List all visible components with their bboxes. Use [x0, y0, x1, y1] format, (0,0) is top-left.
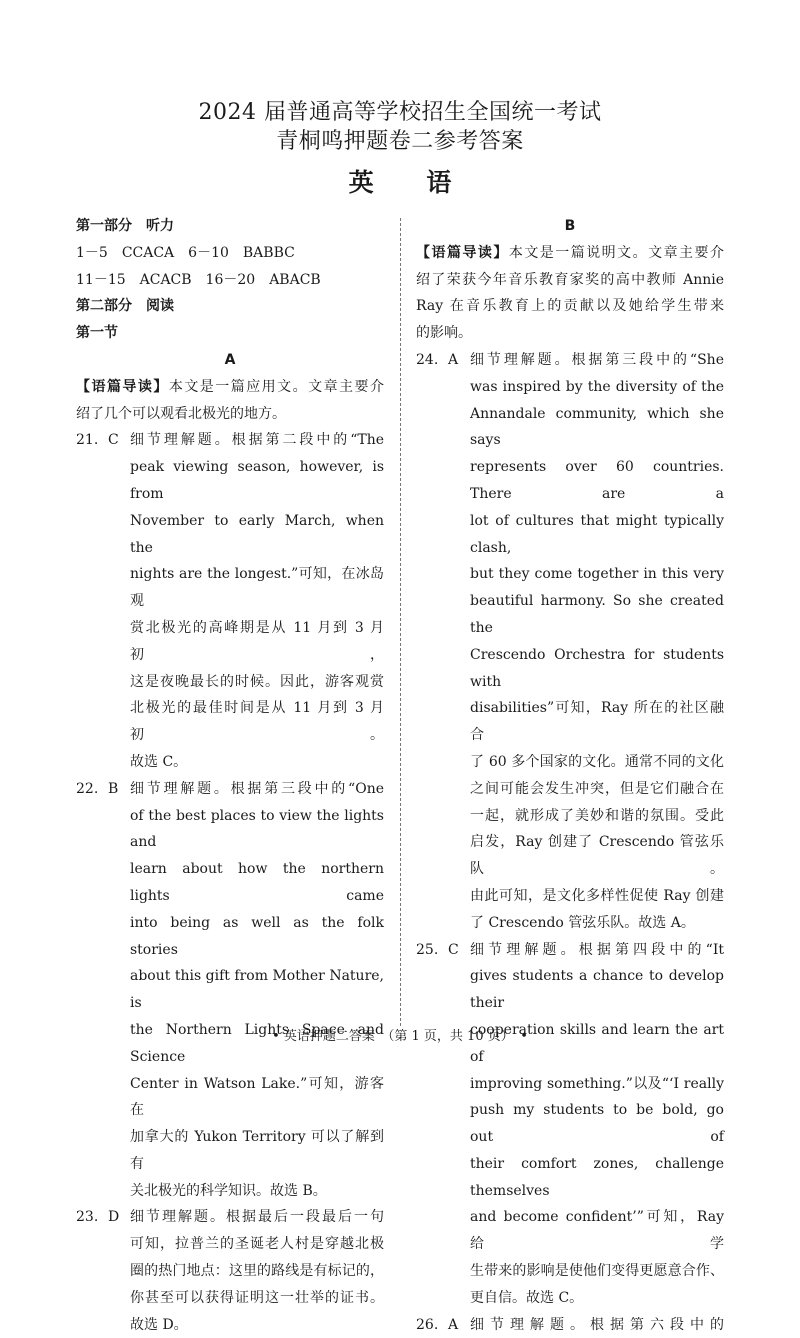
listening-answers-row1: 1－5 CCACA 6－10 BABBC	[76, 244, 295, 261]
explanation-line: lot of cultures that might typically clash,	[470, 512, 724, 556]
column-divider	[400, 218, 401, 1026]
guide-b-label: 【语篇导读】	[416, 244, 509, 261]
explanation-line: Center in Watson Lake.”可知，游客在	[130, 1075, 384, 1119]
item-answer: A	[448, 1316, 459, 1333]
explanation-line: their comfort zones, challenge themselves	[470, 1155, 724, 1199]
left-column	[76, 213, 384, 1338]
guide-a-line: 本文是一篇应用文。文章主要介	[168, 378, 385, 395]
item-explanation	[130, 427, 384, 775]
explanation-line: 赏北极光的高峰期是从 11 月到 3 月初，	[130, 619, 384, 663]
guide-a-label: 【语篇导读】	[76, 378, 169, 395]
item-answer: C	[108, 432, 119, 449]
explanation-line: 由此可知，是文化多样性促使 Ray 创建	[470, 887, 724, 904]
listening-answers-row2: 11－15 ACACB 16－20 ABACB	[76, 271, 321, 288]
exam-subtitle: 青桐鸣押题卷二参考答案	[276, 129, 524, 154]
explanation-line: 更自信。故选 C。	[470, 1289, 584, 1306]
answer-item-23	[76, 1204, 384, 1338]
explanation-line: 细节理解题。根据第六段中的	[470, 1316, 724, 1333]
item-answer: B	[108, 780, 119, 797]
item-number: 24.	[416, 351, 439, 368]
item-number: 26.	[416, 1316, 439, 1333]
explanation-line: 生带来的影响是使他们变得更愿意合作、	[470, 1263, 724, 1280]
explanation-line: Crescendo Orchestra for students with	[470, 646, 724, 690]
item-explanation	[470, 1312, 724, 1338]
explanation-line: push my students to be bold, go out of	[470, 1102, 724, 1146]
explanation-line: 细节理解题。根据第三段中的“One	[130, 780, 384, 797]
passage-b-label: B	[564, 218, 576, 234]
explanation-line: November to early March, when the	[130, 512, 384, 556]
explanation-line: 你甚至可以获得证明这一壮举的证书。	[130, 1289, 384, 1306]
explanation-line: of the best places to view the lights and	[130, 807, 384, 851]
explanation-line: 细节理解题。根据第二段中的“The	[130, 432, 384, 449]
section1-heading: 第一节	[76, 325, 118, 342]
explanation-line: 故选 C。	[130, 753, 188, 770]
passage-a-label: A	[224, 351, 236, 368]
explanation-line: was inspired by the diversity of the	[470, 378, 724, 395]
explanation-line: gives students a chance to develop their	[470, 968, 724, 1012]
explanation-line: 了 Crescendo 管弦乐队。故选 A。	[470, 914, 695, 931]
explanation-line: about this gift from Mother Nature, is	[130, 968, 384, 1012]
answer-item-22	[76, 776, 384, 1205]
item-explanation	[470, 937, 724, 1312]
explanation-line: but they come together in this very	[470, 566, 724, 583]
explanation-line: nights are the longest.”可知，在冰岛观	[130, 566, 384, 610]
explanation-line: 北极光的最佳时间是从 11 月到 3 月初。	[130, 700, 384, 744]
part1-heading: 第一部分 听力	[76, 218, 174, 234]
explanation-line: 这是夜晚最长的时候。因此，游客观赏	[130, 673, 384, 690]
subject-heading: 英 语	[348, 168, 474, 197]
explanation-line: 细节理解题。根据第三段中的“She	[470, 351, 724, 368]
explanation-line: represents over 60 countries. There are a	[470, 459, 724, 502]
guide-b-line: Ray 在音乐教育上的贡献以及她给学生带来	[416, 298, 724, 315]
answer-item-26	[416, 1312, 724, 1338]
guide-b-line: 绍了荣获今年音乐教育家奖的高中教师 Annie	[416, 271, 724, 288]
explanation-line: into being as well as the folk stories	[130, 914, 384, 958]
explanation-line: 细节理解题。根据第四段中的“It	[470, 941, 724, 958]
item-answer: A	[448, 351, 459, 368]
explanation-line: the Northern Lights Space and Science	[130, 1021, 384, 1065]
item-answer: C	[448, 941, 459, 958]
guide-a	[76, 374, 384, 428]
item-explanation	[470, 347, 724, 937]
explanation-line: 关北极光的科学知识。故选 B。	[130, 1182, 327, 1199]
guide-b-line: 本文是一篇说明文。文章主要介	[508, 244, 725, 261]
item-answer: D	[108, 1209, 120, 1226]
answer-item-25	[416, 937, 724, 1312]
item-number: 22.	[76, 780, 99, 797]
explanation-line: cooperation skills and learn the art of	[470, 1021, 724, 1065]
explanation-line: 加拿大的 Yukon Territory 可以了解到有	[130, 1129, 384, 1172]
explanation-line: improving something.”以及“‘I really	[470, 1075, 724, 1092]
answer-item-24	[416, 347, 724, 937]
item-number: 23.	[76, 1209, 99, 1226]
item-explanation	[130, 776, 384, 1205]
explanation-line: peak viewing season, however, is from	[130, 459, 384, 502]
part2-heading: 第二部分 阅读	[76, 298, 174, 315]
guide-b-line: 的影响。	[416, 325, 472, 342]
answer-item-21	[76, 427, 384, 775]
page-footer: • 英语押题二答案 （第 1 页，共 10 页） •	[272, 1029, 528, 1044]
explanation-line: disabilities”可知，Ray 所在的社区融合	[470, 700, 724, 744]
explanation-line: learn about how the northern lights came	[130, 861, 384, 904]
explanation-line: 启发，Ray 创建了 Crescendo 管弦乐队。	[470, 834, 724, 878]
item-number: 25.	[416, 941, 439, 958]
right-column	[416, 213, 724, 1338]
explanation-line: 一起，就形成了美妙和谐的氛围。受此	[470, 807, 724, 824]
item-explanation	[130, 1204, 384, 1338]
explanation-line: 故选 D。	[130, 1316, 188, 1333]
explanation-line: 圈的热门地点：这里的路线是有标记的，	[130, 1263, 384, 1280]
item-number: 21.	[76, 432, 99, 449]
explanation-line: and become confident’”可知，Ray 给学	[470, 1209, 724, 1253]
explanation-line: 可知，拉普兰的圣诞老人村是穿越北极	[130, 1236, 384, 1253]
exam-title: 2024 届普通高等学校招生全国统一考试	[198, 100, 602, 125]
explanation-line: 了 60 多个国家的文化。通常不同的文化	[470, 753, 724, 770]
explanation-line: 之间可能会发生冲突，但是它们融合在	[470, 780, 724, 797]
explanation-line: Annandale community, which she says	[470, 405, 724, 449]
explanation-line: beautiful harmony. So she created the	[470, 593, 724, 636]
explanation-line: 细节理解题。根据最后一段最后一句	[130, 1209, 384, 1226]
guide-a-line: 绍了几个可以观看北极光的地方。	[76, 405, 286, 422]
guide-b	[416, 240, 724, 347]
